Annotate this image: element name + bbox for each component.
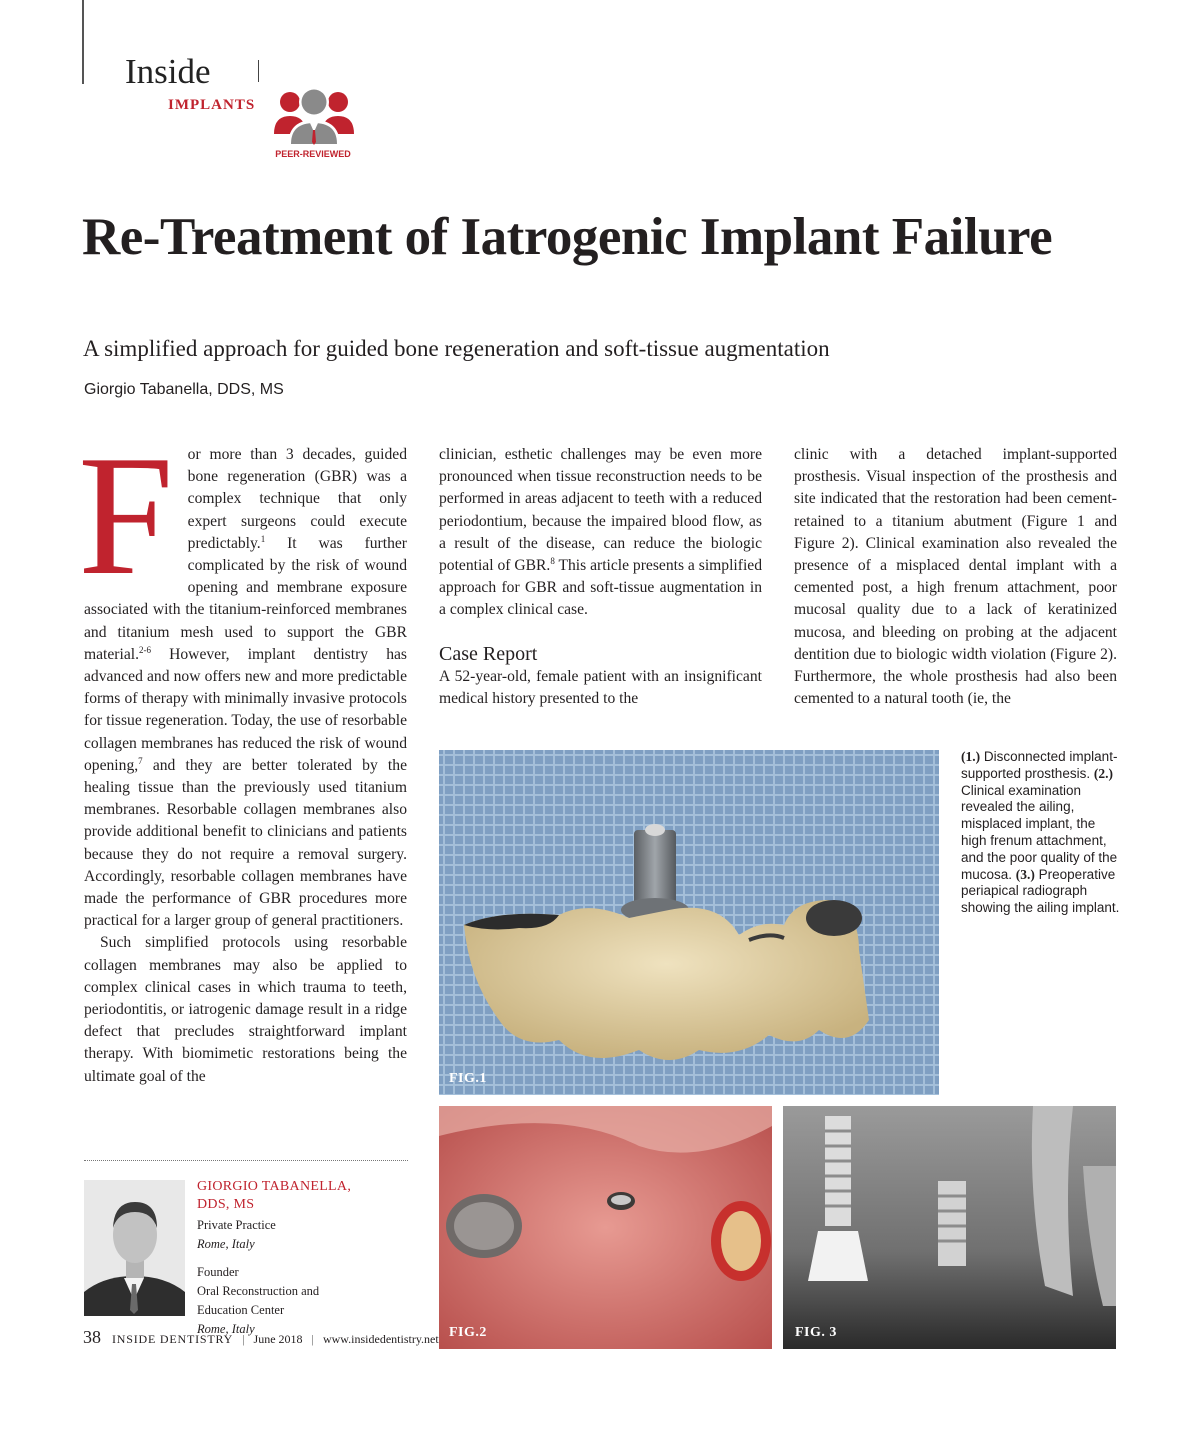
footer-separator: | (311, 1332, 314, 1346)
author-location: Rome, Italy (197, 1236, 255, 1251)
intro-paragraph (78, 421, 407, 932)
body-paragraph (439, 444, 762, 622)
author-role: Founder (197, 1265, 239, 1280)
radiograph-image (783, 1106, 1116, 1349)
footer-separator: | (242, 1332, 245, 1346)
article-title: Re-Treatment of Iatrogenic Implant Failure (82, 208, 1053, 266)
reference-mark: 7 (138, 755, 143, 766)
peer-reviewed-label: PEER-REVIEWED (275, 149, 351, 159)
section-brand: Inside (125, 52, 211, 91)
figure-1-photo (439, 750, 939, 1095)
reference-mark: 1 (260, 533, 266, 544)
case-report-heading: Case Report (439, 642, 538, 665)
page-number: 38 (83, 1327, 101, 1347)
author-photo (84, 1180, 185, 1316)
section-label: IMPLANTS (168, 97, 256, 113)
clinical-photo (439, 1106, 772, 1349)
author-info (197, 1178, 407, 1338)
caption-number: (1.) (961, 749, 981, 764)
paragraph-text: However, implant dentistry has advanced and now offers new and more predictable forms of therapy with minimally invasive protocols for tissue regeneration. Today, the use of resorbable collagen membranes has reduced the risk of wound opening, (84, 645, 407, 774)
body-column-1 (78, 421, 407, 1088)
body-column-2 (439, 444, 762, 710)
paragraph-text: or more than 3 decades, guided bone regeneration (GBR) was a complex technique that only expert surgeons could execute predictably. (187, 446, 407, 552)
figure-label: FIG.2 (449, 1325, 487, 1340)
body-paragraph: A 52-year-old, female patient with an insignificant medical history presented to the (439, 667, 762, 707)
author-spacer (197, 1253, 407, 1263)
magazine-name: INSIDE DENTISTRY (112, 1332, 234, 1346)
paragraph-text: clinician, esthetic challenges may be even more pronounced when tissue reconstruction needs to be performed in areas adjacent to teeth with a reduced periodontium, because the impaired blood flow, as a result of the disease, can reduce the biologic potential of GBR. (439, 446, 762, 575)
body-paragraph: clinic with a detached implant-supported prosthesis. Visual inspection of the prosthesis and site indicated that the restoration had been cement-retained to a titanium abutment (Figure 1 and Figure 2). Clinical examination also revealed the presence of a misplaced dental implant with a cemented post, a high frenum attachment, poor mucosal quality due to a lack of keratinized mucosa, and bleeding on probing at the adjacent dentition due to biologic width violation (Figure 2). Furthermore, the whole prosthesis had also been cemented to a natural tooth (ie, the (794, 446, 1117, 708)
issue-date: June 2018 (253, 1332, 303, 1346)
author-name-line: DDS, MS (197, 1197, 255, 1212)
figure-label: FIG. 3 (795, 1325, 837, 1340)
caption-number: (2.) (1093, 765, 1113, 781)
paragraph-text: This article presents a simplified approach for GBR and soft-tissue augmentation in a complex clinical case. (439, 557, 762, 619)
figure-3-radiograph (783, 1106, 1116, 1349)
caption-number: (3.) (1015, 866, 1035, 882)
reference-mark: 8 (550, 555, 555, 566)
author-organization: Education Center (197, 1302, 285, 1317)
header-divider (258, 60, 259, 82)
author-divider (84, 1160, 408, 1161)
author-location: Rome, Italy (197, 1321, 255, 1336)
author-name-line: GIORGIO TABANELLA, (197, 1179, 352, 1194)
figure-label: FIG.1 (449, 1071, 487, 1086)
figure-2-photo (439, 1106, 772, 1349)
body-paragraph: Such simplified protocols using resorbable collagen membranes may also be applied to complex clinical cases in which trauma to teeth, periodontitis, or iatrogenic damage result in a ridge defect that precludes straightforward implant therapy. With biomimetic restorations being the ultimate goal of the (84, 934, 407, 1085)
caption-text: Clinical examination revealed the ailing, misplaced implant, the high frenum attachment, and the poor quality of the mucosa. (961, 782, 1118, 882)
page-footer (83, 1327, 439, 1348)
drop-cap: F (78, 421, 174, 611)
article-subtitle: A simplified approach for guided bone regeneration and soft-tissue augmentation (83, 336, 830, 361)
figure-caption (961, 749, 1121, 917)
website-url[interactable]: www.insidedentistry.net (322, 1332, 439, 1346)
author-role: Private Practice (197, 1218, 276, 1232)
byline: Giorgio Tabanella, DDS, MS (84, 381, 284, 398)
caption-text: Disconnected implant-supported prosthesis. (961, 749, 1118, 781)
caption-text: Preoperative periapical radiograph showing the ailing implant. (961, 866, 1120, 916)
paragraph-text: It was further complicated by the risk of wound opening and membrane exposure associated with the titanium-reinforced membranes and titanium mesh used to support the GBR material. (84, 534, 407, 663)
prosthesis-photo (439, 750, 939, 1095)
body-column-3 (794, 444, 1117, 710)
header-rule (82, 0, 84, 84)
paragraph-text: and they are better tolerated by the healing tissue than the previously used titanium membranes. Resorbable collagen membranes also provide additional benefit to clinicians and patients because they do not require a removal surgery. Accordingly, resorbable collagen membranes have made the performance of GBR procedures more practical for a larger group of general practitioners. (84, 756, 407, 930)
author-organization: Oral Reconstruction and (197, 1284, 320, 1299)
reference-mark: 2-6 (138, 644, 151, 655)
